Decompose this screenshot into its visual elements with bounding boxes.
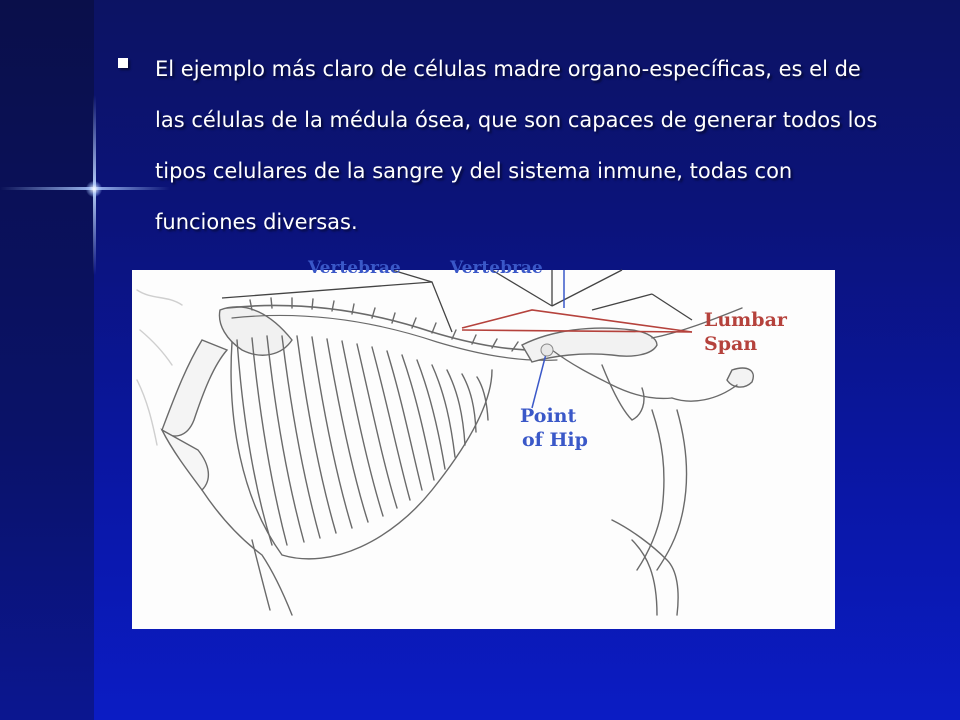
bullet-point <box>118 44 878 248</box>
skeleton-figure <box>132 258 835 629</box>
label-span: Span <box>704 333 758 355</box>
background-left-band <box>0 0 94 720</box>
label-lumbar: Lumbar <box>704 309 787 331</box>
bullet-text: El ejemplo más claro de células madre organo-específicas, es el de las células de la médula ósea, que son capaces de generar todos los tipos celulares de la sangre y del sistema inmune, todas con funciones diversas. <box>155 57 878 234</box>
label-vertebrae-left: Vertebrae <box>308 258 401 278</box>
label-vertebrae-right: Vertebrae <box>450 258 543 278</box>
label-point: Point <box>520 405 577 427</box>
sparkle-decoration-core <box>86 181 102 197</box>
label-of-hip: of Hip <box>522 429 588 451</box>
bullet-square-icon <box>118 58 128 68</box>
horse-skeleton-drawing <box>132 258 835 629</box>
